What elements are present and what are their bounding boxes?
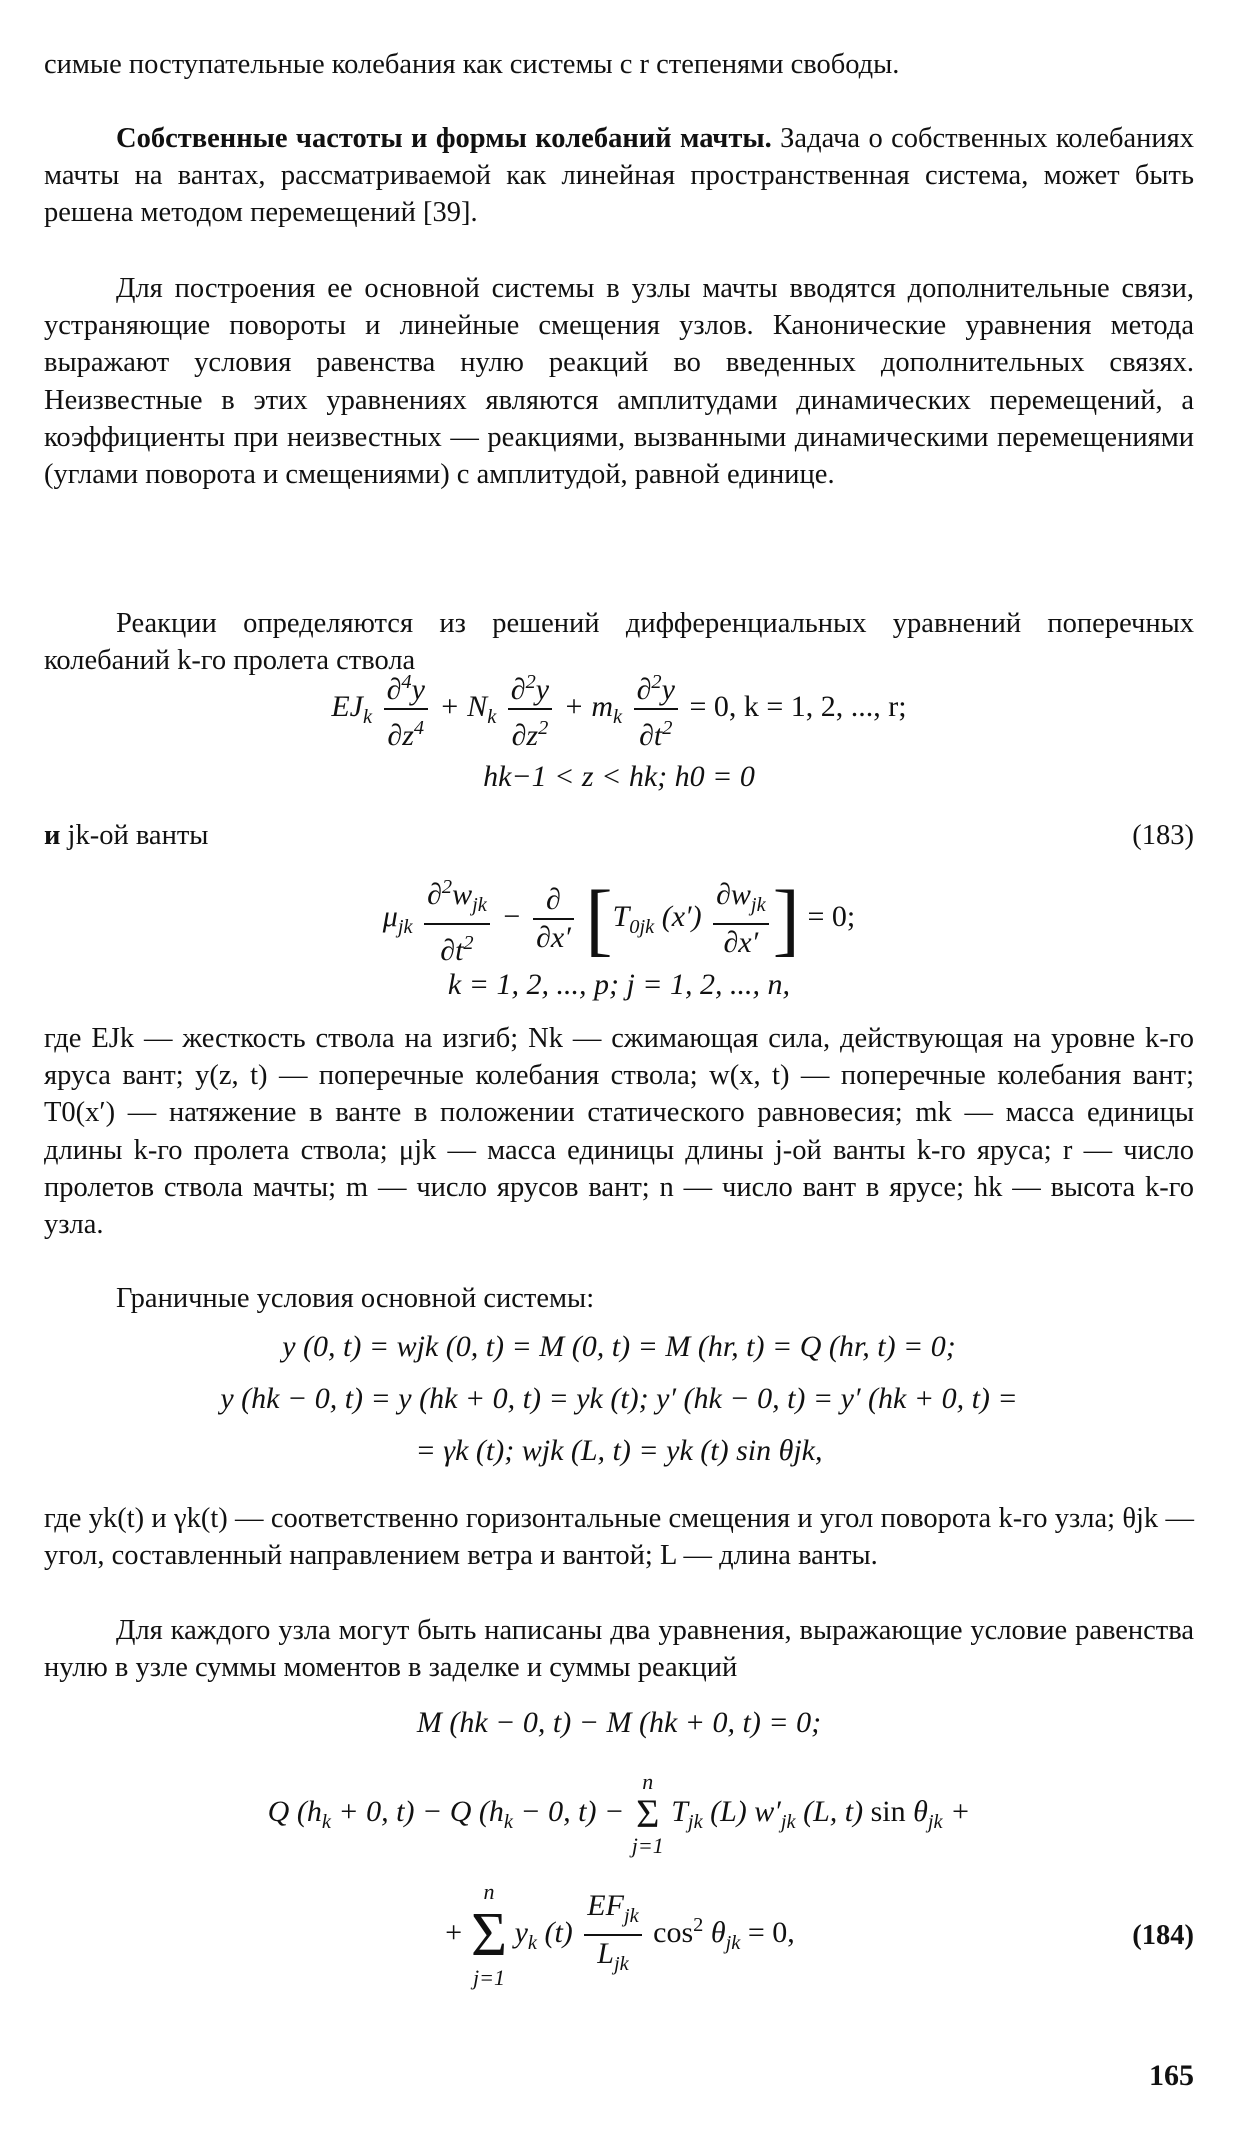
paragraph-body: Задача о собственных колебаниях мачты на вантах, рассматриваемой как линейная пространственная система, может быть решена методом перемещений [39]. (44, 123, 1194, 229)
paragraph-node-equations: Для каждого узла могут быть написаны два уравнения, выражающие условие равенства нулю в узле суммы моментов в заделке и суммы реакций (44, 1615, 1194, 1684)
equation-184-line-2: Q ($h_k + 0$, t) − Q ($h_k - 0$, t) − n Σ j=1 $T_{jk}$ (L) $w'_{jk}$ (L, t) $\sin \theta_{jk}$ + (267, 1769, 971, 1858)
boundary-condition-line-2: y (hk − 0, t) = y (hk + 0, t) = yk (t); y′ (hk − 0, t) = y′ (hk + 0, t) = (220, 1382, 1018, 1415)
equation-183-line-1: $EJ_k$ $\frac{\partial^4y}{\partial z^4}$ + $N_k$ $\frac{\partial^2y}{\partial z^2}$ + $m_k$ $\frac{\partial^2y}{\partial t^2}$ = 0, k = 1, 2, ..., r; (44, 665, 1194, 753)
fraction-d-dx: $\frac{\partial}{\partial x'}$ (533, 883, 574, 955)
boundary-condition-line-3: = γk (t); wjk (L, t) = yk (t) sin θjk, (415, 1434, 823, 1467)
page-number: 165 (1149, 2059, 1194, 2092)
equation-number-183: (183) (1132, 820, 1194, 851)
equation-183-line-4: k = 1, 2, ..., p; j = 1, 2, ..., n, (447, 968, 791, 1001)
paragraph-notation: где EJk — жесткость ствола на изгиб; Nk — сжимающая сила, действующая на уровне k-го яруса вант; y(z, t) — поперечные колебания ствола; w(x, t) — поперечные колебания вант; T0(x′) — натяжение в ванте в положении статического равновесия; mk — масса единицы длины k-го пролета ствола; μjk — масса единицы длины j-ой ванты k-го яруса; r — число пролетов ствола мачты; m — число ярусов вант; n — число вант в ярусе; hk — высота k-го узла. (44, 1023, 1194, 1241)
equation-183-line-2: hk−1 < z < hk; h0 = 0 (483, 760, 755, 793)
fraction-EF-L: $\frac{EF_{jk}}{L_{jk}}$ (584, 1889, 641, 1981)
summation-symbol: n Σ j=1 (631, 1769, 664, 1858)
fraction-d4y-dz4: $\frac{\partial^4y}{\partial z^4}$ (384, 665, 428, 753)
conjunction-and: и (44, 820, 61, 851)
fraction-d2w-dt2: $\frac{\partial^2w_{jk}}{\partial t^2}$ (424, 870, 490, 968)
equation-183-line-3: $\mu_{jk}$ $\frac{\partial^2w_{jk}}{\partial t^2}$ − $\frac{\partial}{\partial x'}$ [$T_{0jk}$ (x′) $\frac{\partial w_{jk}}{\partial x'}$ ] = 0; (44, 870, 1194, 968)
fraction-d2y-dz2: $\frac{\partial^2y}{\partial z^2}$ (508, 665, 552, 753)
equation-number-184: (184) (1132, 1920, 1194, 1951)
equation-184-line-3: + n Σ j=1 $y_k$ (t) $\frac{EF_{jk}}{L_{jk}}$ $\cos^2 \theta_{jk} = 0$, (443, 1879, 795, 1990)
paragraph-basic-system: Для построения ее основной системы в узлы мачты вводятся дополнительные связи, устраняющие повороты и линейные смещения узлов. Канонические уравнения метода выражают условия равенства нулю реакций во введенных дополнительных связях. Неизвестные в этих уравнениях являются амплитудами динамических перемещений, а коэффициенты при неизвестных — реакциями, вызванными динамическими перемещениями (углами поворота и смещениями) с амплитудой, равной единице. (44, 273, 1194, 491)
boundary-condition-line-1: y (0, t) = wjk (0, t) = M (0, t) = M (hr, t) = Q (hr, t) = 0; (282, 1330, 956, 1363)
guy-rope-label: jk-ой ванты (67, 820, 209, 851)
paragraph-continuation: симые поступательные колебания как системы с r степенями свободы. (44, 49, 900, 80)
equation-183-label-row (44, 820, 1194, 852)
fraction-d2y-dt2: $\frac{\partial^2y}{\partial t^2}$ (634, 665, 678, 753)
paragraph-displacement-notation: где yk(t) и γk(t) — соответственно горизонтальные смещения и угол поворота k-го узла; θjk — угол, составленный направлением ветра и вантой; L — длина ванты. (44, 1503, 1194, 1572)
paragraph-reactions: Реакции определяются из решений дифференциальных уравнений поперечных колебаний k-го пролета ствола (44, 608, 1194, 677)
paragraph-boundary-conditions: Граничные условия основной системы: (116, 1283, 595, 1314)
equation-184-line-1: M (hk − 0, t) − M (hk + 0, t) = 0; (416, 1706, 822, 1739)
summation-symbol: n Σ j=1 (470, 1879, 508, 1990)
section-run-in-heading: Собственные частоты и формы колебаний мачты. (116, 123, 772, 154)
paragraph-natural-frequencies (44, 120, 1194, 232)
fraction-dw-dx: $\frac{\partial w_{jk}}{\partial x'}$ (713, 878, 769, 960)
equation-183-tail: = 0, k = 1, 2, ..., r; (689, 689, 907, 723)
